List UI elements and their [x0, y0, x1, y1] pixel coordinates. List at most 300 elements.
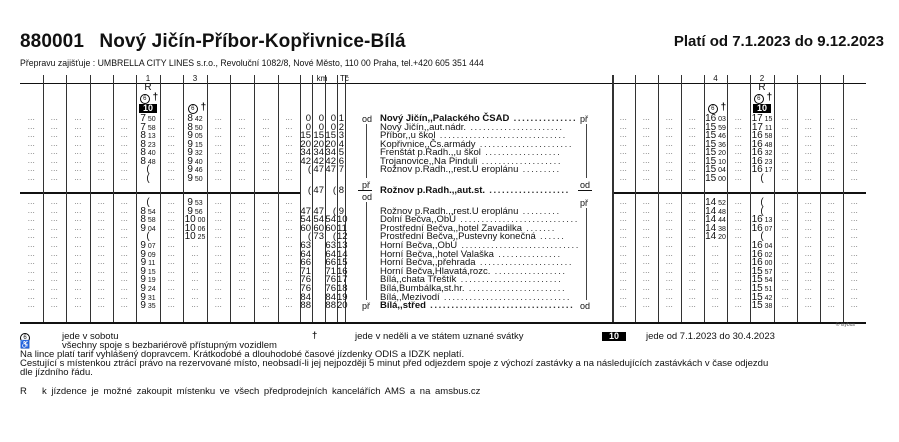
no-service: ... — [688, 123, 697, 131]
no-service: ... — [827, 276, 836, 284]
no-service: ... — [27, 233, 36, 241]
no-service: ... — [619, 276, 628, 284]
no-service: ... — [619, 267, 628, 275]
no-service: ... — [238, 115, 246, 122]
no-service: ... — [238, 174, 246, 182]
reservation-note: Cestující s místenkou ztrácí právo na rezervované místo, neobsadí-li jej nejpozději 5 minut před odjezdem spoje z výchozí zastávky a na následujících zastávkách v čase odjezdu — [20, 358, 769, 369]
no-service: ... — [97, 216, 106, 224]
no-service: ... — [27, 285, 36, 292]
no-service: ... — [238, 216, 246, 224]
direction-divider — [578, 190, 592, 191]
stop-name: Frenštát p.Radh.,,u škol .................. — [380, 147, 562, 158]
legend-code6-text: jede v sobotu — [62, 331, 119, 342]
no-service: ... — [688, 115, 697, 122]
no-service: ... — [804, 115, 813, 122]
no-service: ... — [120, 174, 129, 182]
no-service: ... — [262, 216, 270, 224]
no-service: ... — [642, 285, 651, 292]
no-service: ... — [642, 207, 651, 215]
no-service: ... — [27, 123, 36, 131]
no-service: ... — [50, 276, 59, 284]
departure-time: 17 15 — [751, 113, 773, 124]
no-service: ... — [688, 267, 697, 275]
no-service: ... — [214, 199, 223, 206]
no-service: ... — [850, 216, 859, 224]
tc-header: Tč — [340, 74, 349, 83]
no-service: ... — [688, 207, 697, 215]
km-value: 54 — [325, 214, 336, 226]
no-service: ... — [804, 132, 813, 139]
no-service: ... — [74, 259, 82, 267]
no-service: ... — [781, 242, 790, 249]
no-service: ... — [167, 115, 176, 122]
departure-time: 9 09 — [140, 248, 156, 260]
km-value: 84 — [300, 291, 311, 303]
no-service: ... — [120, 140, 129, 148]
no-service: ... — [214, 157, 223, 165]
no-service: ... — [688, 149, 697, 156]
no-service: ... — [238, 242, 246, 249]
departure-time: 9 24 — [140, 283, 156, 294]
no-service: ... — [688, 250, 697, 258]
no-service: ... — [781, 157, 790, 165]
no-service: ... — [665, 302, 674, 310]
no-service: ... — [27, 149, 36, 156]
no-service: ... — [642, 302, 651, 310]
no-service: ... — [285, 199, 293, 206]
no-service: ... — [50, 166, 59, 173]
no-service: ... — [214, 115, 223, 122]
no-service: ... — [285, 140, 293, 148]
no-service: ... — [74, 123, 82, 131]
km-value: 71 — [300, 265, 311, 277]
no-service: ... — [74, 149, 82, 156]
no-service: ... — [50, 293, 59, 301]
no-service: ... — [97, 276, 106, 284]
departure-time: 8 50 — [187, 121, 203, 133]
km-value: ( — [307, 231, 311, 243]
no-service: ... — [167, 276, 176, 284]
no-service: ... — [97, 293, 106, 301]
departure-time: 14 48 — [705, 205, 726, 217]
departure-time: 14 52 — [705, 197, 726, 208]
no-service: ... — [642, 293, 651, 301]
no-service: ... — [214, 242, 223, 249]
no-service: ... — [850, 302, 859, 310]
no-service: ... — [120, 259, 129, 267]
departure-time: 16 58 — [751, 130, 773, 141]
no-service: ... — [781, 207, 790, 215]
km-value: ( — [332, 205, 336, 217]
no-service: ... — [781, 199, 790, 206]
no-service: ... — [262, 285, 270, 292]
stop-name: Bílá,,chata Třeštík ........................ — [380, 274, 563, 286]
no-service: ... — [734, 149, 743, 156]
no-service: ... — [619, 224, 628, 232]
no-service: ... — [734, 166, 743, 173]
no-service: ... — [167, 140, 176, 148]
wheelchair-icon: ♿ — [20, 340, 30, 349]
no-service: ... — [804, 233, 813, 241]
km-header: km — [316, 74, 328, 83]
no-service: ... — [619, 166, 628, 173]
departure-time: 8 58 — [140, 214, 156, 226]
km-value: 42 — [300, 155, 311, 167]
no-service: ... — [27, 259, 36, 267]
stop-number: 18 — [337, 283, 348, 294]
no-service: ... — [167, 199, 176, 206]
no-service: ... — [665, 166, 674, 173]
departure-time: 8 40 — [140, 147, 156, 158]
no-service: ... — [74, 285, 82, 292]
no-service: ... — [50, 157, 59, 165]
no-service: ... — [734, 207, 743, 215]
stop-name: Horní Bečva,,ObÚ ............................ — [380, 240, 581, 251]
direction-od: od — [580, 180, 591, 190]
departure-time: 15 42 — [751, 291, 773, 303]
no-service: ... — [781, 285, 790, 292]
no-service: ... — [238, 267, 246, 275]
no-service: ... — [781, 132, 790, 139]
km-value: 63 — [325, 240, 336, 251]
no-service: ... — [665, 123, 674, 131]
no-service: ... — [262, 233, 270, 241]
departure-time: ... — [711, 293, 720, 301]
no-service: ... — [734, 132, 743, 139]
departure-time: 9 35 — [140, 300, 156, 312]
no-service: ... — [850, 166, 859, 173]
no-service: ... — [781, 302, 790, 310]
km-value: 47 — [313, 205, 324, 217]
no-service: ... — [262, 276, 270, 284]
km-value: 47 — [300, 205, 311, 217]
no-service: ... — [827, 224, 836, 232]
departure-time: 16 48 — [751, 138, 773, 150]
no-service: ... — [262, 166, 270, 173]
no-service: ... — [50, 242, 59, 249]
no-service: ... — [120, 199, 129, 206]
departure-time: 9 07 — [140, 240, 156, 251]
no-service: ... — [120, 224, 129, 232]
stop-name: Rožnov p.Radh.,,rest.U eroplánu ......... — [380, 164, 561, 175]
no-service: ... — [827, 149, 836, 156]
no-service: ... — [688, 140, 697, 148]
no-service: ... — [285, 267, 293, 275]
km-value: 20 — [313, 138, 324, 150]
no-service: ... — [619, 302, 628, 310]
departure-time: ... — [191, 285, 199, 292]
no-service: ... — [665, 199, 674, 206]
down-arrow-icon — [366, 124, 367, 178]
no-service: ... — [214, 216, 223, 224]
no-service: ... — [120, 233, 129, 241]
km-value: 64 — [325, 248, 336, 260]
departure-time: 15 46 — [705, 130, 726, 141]
departure-time: 9 15 — [187, 138, 203, 150]
no-service: ... — [285, 166, 293, 173]
no-service: ... — [619, 123, 628, 131]
departure-time: ( — [146, 231, 150, 243]
no-service: ... — [804, 216, 813, 224]
km-value: 84 — [325, 291, 336, 303]
no-service: ... — [642, 174, 651, 182]
no-service: ... — [285, 285, 293, 292]
km-value: 88 — [325, 300, 336, 312]
no-service: ... — [50, 302, 59, 310]
no-service: ... — [850, 149, 859, 156]
no-service: ... — [642, 216, 651, 224]
stop-number: 13 — [337, 240, 348, 251]
km-value: 15 — [313, 130, 324, 141]
no-service: ... — [688, 199, 697, 206]
no-service: ... — [688, 174, 697, 182]
legend-wheelchair-text: všechny spoje s bezbariérově přístupným vozidlem — [62, 340, 277, 351]
stop-number: 7 — [338, 164, 344, 175]
circled-6-icon: 6 — [188, 104, 198, 114]
no-service: ... — [688, 216, 697, 224]
departure-time: ( — [760, 205, 764, 217]
no-service: ... — [665, 293, 674, 301]
no-service: ... — [214, 224, 223, 232]
no-service: ... — [74, 174, 82, 182]
departure-time: 14 38 — [705, 222, 726, 234]
km-value: 63 — [300, 240, 311, 251]
no-service: ... — [74, 166, 82, 173]
no-service: ... — [214, 166, 223, 173]
no-service: ... — [50, 233, 59, 241]
no-service: ... — [214, 250, 223, 258]
no-service: ... — [827, 267, 836, 275]
no-service: ... — [781, 250, 790, 258]
no-service: ... — [238, 293, 246, 301]
no-service: ... — [167, 149, 176, 156]
departure-time: 10 06 — [184, 222, 206, 234]
no-service: ... — [50, 267, 59, 275]
no-service: ... — [238, 132, 246, 139]
no-service: ... — [238, 233, 246, 241]
no-service: ... — [214, 267, 223, 275]
stop-name: Prostřední Bečva,,Pustevny konečná ...... — [380, 231, 566, 243]
departure-time: 9 40 — [187, 155, 203, 167]
departure-time: ... — [191, 302, 199, 310]
no-service: ... — [285, 250, 293, 258]
reservation-note-cont: dle jízdního řádu. — [20, 367, 93, 378]
km-value: ( — [307, 185, 311, 196]
stop-number: 16 — [337, 265, 348, 277]
up-arrow-icon — [586, 208, 587, 300]
no-service: ... — [642, 259, 651, 267]
no-service: ... — [167, 267, 176, 275]
cross-icon: † — [149, 92, 159, 103]
stop-name: Bílá,Bumbálka,st.hr. ....................... — [380, 283, 567, 294]
no-service: ... — [642, 267, 651, 275]
no-service: ... — [850, 115, 859, 122]
no-service: ... — [167, 207, 176, 215]
no-service: ... — [27, 216, 36, 224]
table-bottom — [20, 322, 866, 324]
departure-time: 9 50 — [187, 172, 203, 184]
departure-time: 16 32 — [751, 147, 773, 158]
stop-name: Bílá,,Mezivodí .............................. — [380, 291, 572, 303]
no-service: ... — [804, 157, 813, 165]
no-service: ... — [214, 132, 223, 139]
departure-time: 15 51 — [751, 283, 773, 294]
no-service: ... — [167, 242, 176, 249]
no-service: ... — [167, 157, 176, 165]
no-service: ... — [665, 216, 674, 224]
departure-time: 17 11 — [751, 121, 773, 133]
no-service: ... — [74, 140, 82, 148]
no-service: ... — [804, 285, 813, 292]
no-service: ... — [262, 149, 270, 156]
no-service: ... — [285, 293, 293, 301]
down-arrow-icon — [366, 202, 367, 300]
no-service: ... — [619, 250, 628, 258]
stop-number: 9 — [338, 205, 344, 217]
no-service: ... — [214, 207, 223, 215]
no-service: ... — [167, 216, 176, 224]
no-service: ... — [804, 276, 813, 284]
no-service: ... — [238, 302, 246, 310]
no-service: ... — [238, 157, 246, 165]
no-service: ... — [734, 267, 743, 275]
no-service: ... — [285, 259, 293, 267]
no-service: ... — [285, 132, 293, 139]
legend-badge10: 10 — [602, 332, 626, 342]
no-service: ... — [827, 140, 836, 148]
no-service: ... — [262, 115, 270, 122]
no-service: ... — [262, 174, 270, 182]
departure-time: 16 23 — [751, 155, 773, 167]
no-service: ... — [850, 276, 859, 284]
departure-time: ... — [711, 267, 720, 275]
departure-time: 15 04 — [705, 164, 726, 175]
no-service: ... — [688, 285, 697, 292]
departure-time: ( — [146, 197, 150, 208]
no-service: ... — [74, 250, 82, 258]
no-service: ... — [167, 302, 176, 310]
stop-number: 15 — [337, 257, 348, 269]
departure-time: 9 05 — [187, 130, 203, 141]
no-service: ... — [619, 115, 628, 122]
km-value: 42 — [325, 155, 336, 167]
no-service: ... — [642, 132, 651, 139]
departure-time: 15 10 — [705, 155, 726, 167]
departure-time: ... — [191, 259, 199, 267]
no-service: ... — [74, 207, 82, 215]
no-service: ... — [27, 242, 36, 249]
no-service: ... — [781, 174, 790, 182]
no-service: ... — [804, 250, 813, 258]
no-service: ... — [734, 123, 743, 131]
no-service: ... — [262, 267, 270, 275]
reservation-r-icon: R — [144, 82, 152, 93]
departure-time: ... — [191, 242, 199, 249]
no-service: ... — [214, 149, 223, 156]
no-service: ... — [120, 285, 129, 292]
no-service: ... — [804, 302, 813, 310]
no-service: ... — [665, 242, 674, 249]
no-service: ... — [781, 123, 790, 131]
departure-time: 16 02 — [751, 248, 773, 260]
km-value: 47 — [325, 164, 336, 175]
cross-icon: † — [763, 92, 773, 103]
no-service: ... — [167, 123, 176, 131]
departure-time: 10 25 — [184, 231, 206, 243]
timetable-title — [20, 31, 406, 53]
no-service: ... — [619, 216, 628, 224]
no-service: ... — [97, 285, 106, 292]
no-service: ... — [827, 285, 836, 292]
no-service: ... — [120, 302, 129, 310]
tariff-note: Na lince platí tarif vyhlášený dopravcem. Krátkodobé a dlouhodobé časové jízdenky ODIS a IDZK neplatí. — [20, 349, 465, 360]
departure-time: ( — [760, 231, 764, 243]
no-service: ... — [642, 276, 651, 284]
departure-time: ... — [191, 293, 199, 301]
no-service: ... — [238, 224, 246, 232]
no-service: ... — [619, 199, 628, 206]
no-service: ... — [238, 140, 246, 148]
no-service: ... — [827, 199, 836, 206]
no-service: ... — [781, 267, 790, 275]
no-service: ... — [734, 140, 743, 148]
stop-number: 19 — [337, 291, 348, 303]
line-number: 880001 — [20, 31, 85, 52]
no-service: ... — [850, 233, 859, 241]
departure-time: 15 54 — [751, 274, 773, 286]
stop-number: 17 — [337, 274, 348, 286]
no-service: ... — [74, 233, 82, 241]
departure-time: ... — [191, 267, 199, 275]
no-service: ... — [665, 276, 674, 284]
direction-divider — [358, 190, 372, 191]
no-service: ... — [214, 259, 223, 267]
stop-number: 8 — [338, 185, 344, 196]
departure-time: 9 53 — [187, 197, 203, 208]
km-value: 34 — [313, 147, 324, 158]
no-service: ... — [167, 174, 176, 182]
trip-number: 3 — [192, 74, 198, 83]
stop-number: 12 — [337, 231, 348, 243]
no-service: ... — [665, 149, 674, 156]
no-service: ... — [688, 259, 697, 267]
no-service: ... — [734, 285, 743, 292]
no-service: ... — [804, 207, 813, 215]
cross-icon: † — [312, 330, 318, 341]
no-service: ... — [850, 123, 859, 131]
no-service: ... — [74, 216, 82, 224]
no-service: ... — [734, 250, 743, 258]
km-value: 34 — [325, 147, 336, 158]
km-value: 73 — [313, 231, 324, 243]
stop-name: Trojanovice,,Na Pinduli ................... — [380, 155, 563, 167]
no-service: ... — [688, 224, 697, 232]
no-service: ... — [238, 199, 246, 206]
no-service: ... — [827, 293, 836, 301]
no-service: ... — [804, 140, 813, 148]
no-service: ... — [688, 166, 697, 173]
no-service: ... — [167, 293, 176, 301]
no-service: ... — [120, 242, 129, 249]
no-service: ... — [97, 157, 106, 165]
departure-time: 9 11 — [140, 257, 156, 269]
no-service: ... — [665, 157, 674, 165]
departure-time: 10 00 — [184, 214, 206, 226]
no-service: ... — [120, 276, 129, 284]
stop-name: Horní Bečva,,hotel Valaška ............... — [380, 248, 562, 260]
stop-name: Horní Bečva,Hlavatá,rozc. ................. — [380, 265, 567, 277]
km-value: ( — [332, 231, 336, 243]
